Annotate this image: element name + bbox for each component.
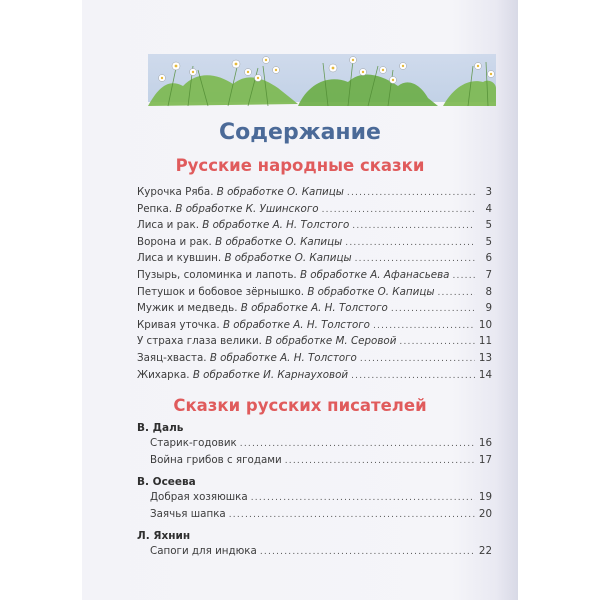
entry-title: Жихарка. (137, 368, 190, 381)
page-number: 16 (478, 437, 492, 449)
entry-title: Лиса и рак. (137, 219, 199, 232)
toc-entry[interactable] (137, 508, 492, 525)
page-number: 7 (485, 268, 492, 281)
entry-title: Сапоги для индюка (150, 545, 257, 558)
toc-entry[interactable] (137, 252, 492, 269)
toc-folk-tales (137, 186, 492, 385)
toc-entry[interactable] (137, 219, 492, 236)
toc-entry[interactable] (137, 236, 492, 253)
dot-leader (351, 371, 475, 381)
entry-note: В обработке О. Капицы (307, 285, 435, 298)
dot-leader (373, 321, 475, 331)
toc-entry[interactable] (137, 286, 492, 303)
entry-title: Курочка Ряба. (137, 186, 214, 198)
entry-title: Лиса и кувшин. (137, 252, 222, 265)
toc-entry[interactable] (137, 491, 492, 508)
page-number: 19 (478, 491, 492, 504)
page-number: 17 (478, 453, 492, 466)
dot-leader (352, 221, 475, 231)
dot-leader (391, 304, 475, 314)
toc-entry[interactable] (137, 335, 492, 352)
page-number: 5 (485, 219, 492, 232)
dot-leader (399, 337, 475, 347)
entry-title: Война грибов с ягодами (150, 453, 282, 466)
section-title-folk-tales: Русские народные сказки (175, 156, 425, 175)
entry-note: В обработке И. Карнауховой (192, 368, 349, 381)
page-number: 8 (485, 285, 492, 298)
page-number: 9 (485, 302, 492, 315)
entry-note: В обработке А. Н. Толстого (240, 302, 388, 315)
page-number: 20 (478, 507, 492, 520)
toc-entry[interactable] (137, 454, 492, 471)
page-number: 6 (485, 252, 492, 265)
toc-entry[interactable] (137, 203, 492, 220)
dot-leader (229, 510, 475, 520)
section-title-writers-tales: Сказки русских писателей (173, 396, 427, 415)
dot-leader (240, 439, 475, 449)
entry-title: Пузырь, соломинка и лапоть. (137, 268, 297, 281)
author-group (137, 420, 492, 470)
dot-leader (251, 493, 475, 503)
dot-leader (453, 271, 476, 281)
entry-note: В обработке А. Афанасьева (299, 268, 450, 281)
author-name: Л. Яхнин (137, 530, 191, 543)
page-number: 13 (478, 351, 492, 364)
entry-title: Кривая уточка. (137, 318, 220, 331)
page-title: Содержание (219, 120, 381, 145)
entry-title: Заяц-хваста. (137, 351, 207, 364)
toc-entry[interactable] (137, 269, 492, 286)
banner-illustration (148, 48, 496, 108)
page-number: 14 (478, 368, 492, 381)
page-number: 5 (485, 235, 492, 248)
toc-entry[interactable] (137, 319, 492, 336)
entry-title: Старик-годовик (150, 437, 237, 449)
entry-title: Репка. (137, 202, 173, 215)
author-name: В. Осеева (137, 476, 196, 489)
toc-writers-tales (137, 420, 492, 566)
toc-entry[interactable] (137, 186, 492, 203)
entry-note: В обработке К. Ушинского (175, 202, 319, 215)
toc-entry[interactable] (137, 302, 492, 319)
entry-note: В обработке О. Капицы (224, 252, 352, 265)
entry-title: Заячья шапка (150, 507, 226, 520)
entry-title: Петушок и бобовое зёрнышко. (137, 285, 305, 298)
grass-flowers-icon (148, 48, 496, 108)
author-name: В. Даль (137, 422, 184, 434)
dot-leader (345, 238, 475, 248)
entry-note: В обработке О. Капицы (215, 235, 343, 248)
entry-note: В обработке М. Серовой (265, 335, 397, 348)
dot-leader (322, 205, 475, 215)
page-number: 22 (478, 545, 492, 558)
entry-note: В обработке А. Н. Толстого (202, 219, 350, 232)
author-group (137, 474, 492, 524)
toc-entry[interactable] (137, 545, 492, 562)
dot-leader (355, 254, 475, 264)
entry-note: В обработке О. Капицы (216, 186, 344, 198)
toc-entry[interactable] (137, 437, 492, 454)
entry-note: В обработке А. Н. Толстого (209, 351, 357, 364)
page-number: 3 (485, 186, 492, 198)
page-number: 10 (478, 318, 492, 331)
entry-title: У страха глаза велики. (137, 335, 262, 348)
entry-title: Ворона и рак. (137, 235, 212, 248)
dot-leader (260, 547, 475, 557)
entry-note: В обработке А. Н. Толстого (222, 318, 370, 331)
page-number: 11 (478, 335, 492, 348)
toc-entry[interactable] (137, 369, 492, 386)
dot-leader (347, 188, 475, 198)
entry-title: Мужик и медведь. (137, 302, 238, 315)
toc-entry[interactable] (137, 352, 492, 369)
entry-title: Добрая хозяюшка (150, 491, 248, 504)
author-group (137, 528, 492, 562)
page-number: 4 (485, 202, 492, 215)
dot-leader (360, 354, 475, 364)
dot-leader (285, 456, 475, 466)
dot-leader (438, 288, 476, 298)
